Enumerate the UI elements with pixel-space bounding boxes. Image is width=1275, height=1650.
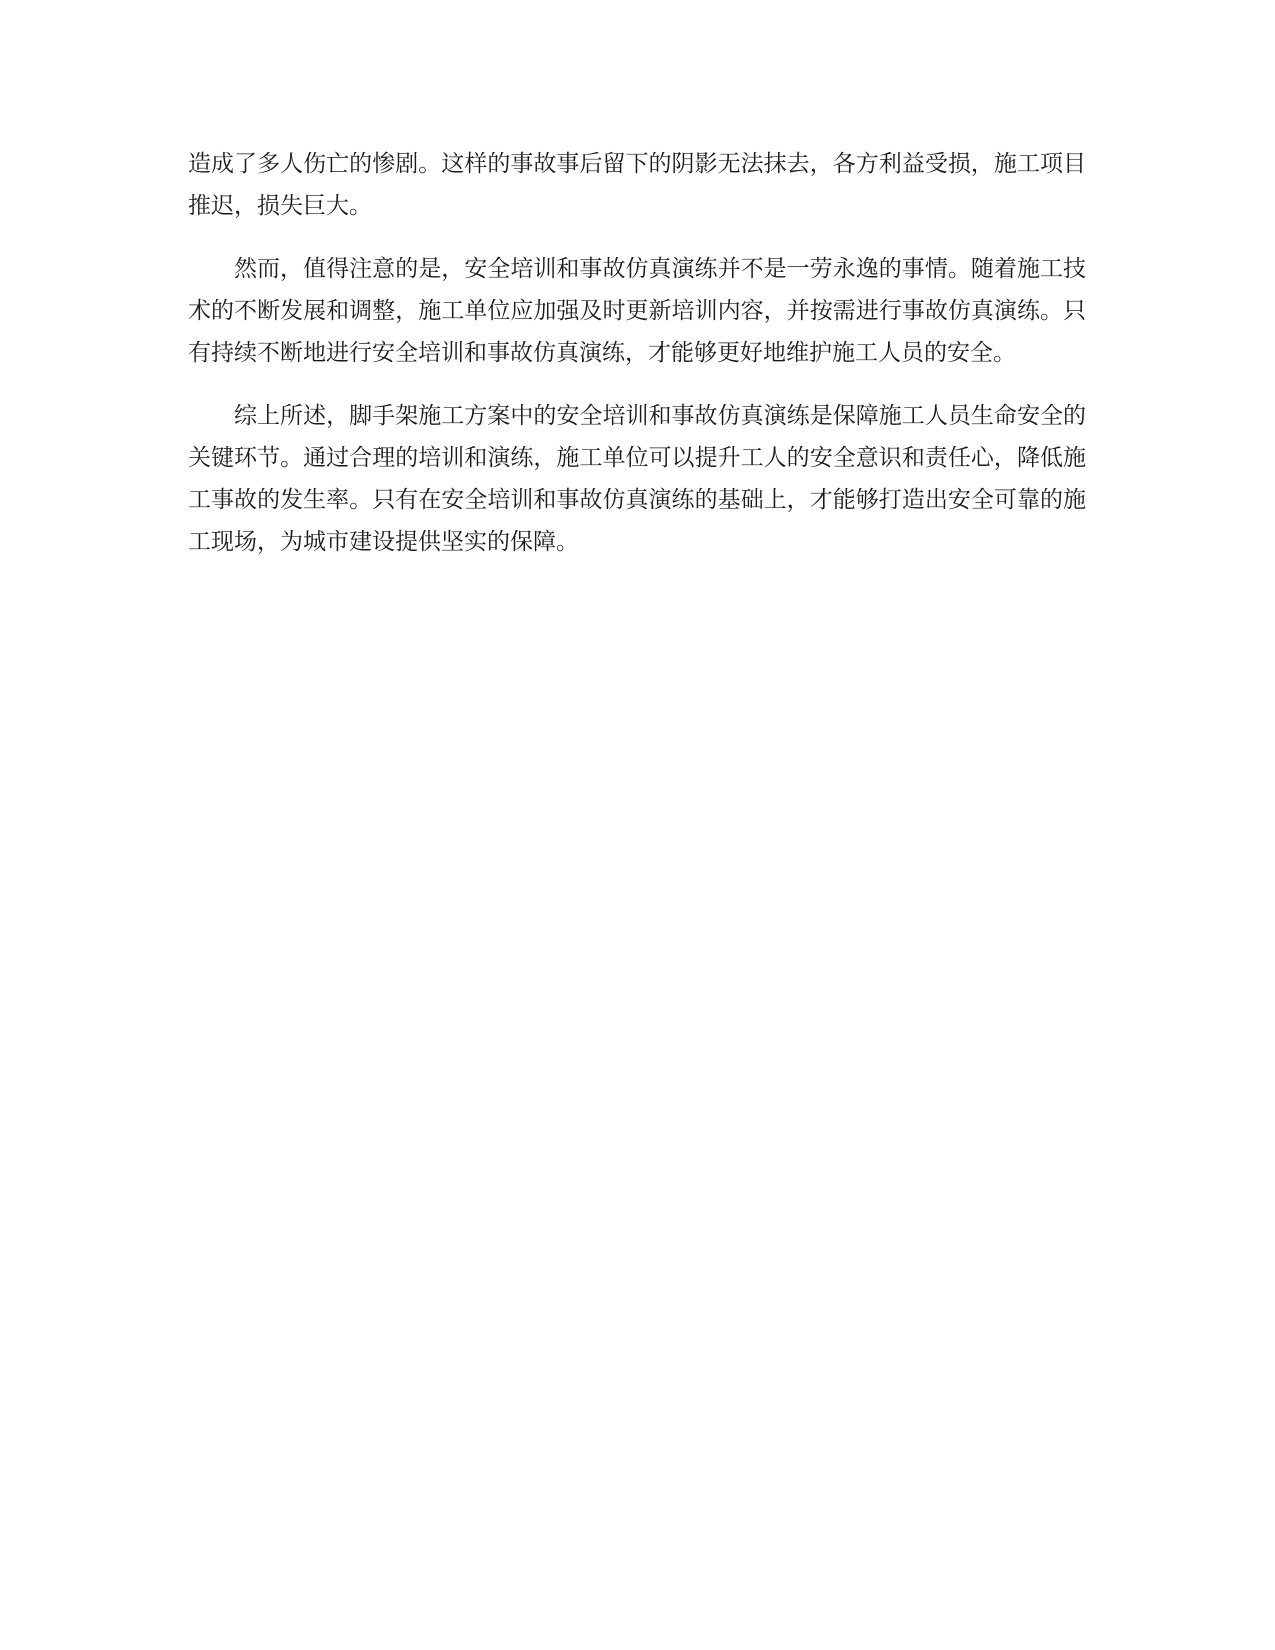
- paragraph-2: 然而，值得注意的是，安全培训和事故仿真演练并不是一劳永逸的事情。随着施工技术的不断发展和调整，施工单位应加强及时更新培训内容，并按需进行事故仿真演练。只有持续不断地进行安全培训和事故仿真演练，才能够更好地维护施工人员的安全。: [188, 256, 1086, 366]
- document-body: [188, 143, 1086, 584]
- paragraph-3: 综上所述，脚手架施工方案中的安全培训和事故仿真演练是保障施工人员生命安全的关键环节。通过合理的培训和演练，施工单位可以提升工人的安全意识和责任心，降低施工事故的发生率。只有在安全培训和事故仿真演练的基础上，才能够打造出安全可靠的施工现场，为城市建设提供坚实的保障。: [188, 403, 1086, 555]
- paragraph-1: 造成了多人伤亡的惨剧。这样的事故事后留下的阴影无法抹去，各方利益受损，施工项目推迟，损失巨大。: [188, 151, 1086, 219]
